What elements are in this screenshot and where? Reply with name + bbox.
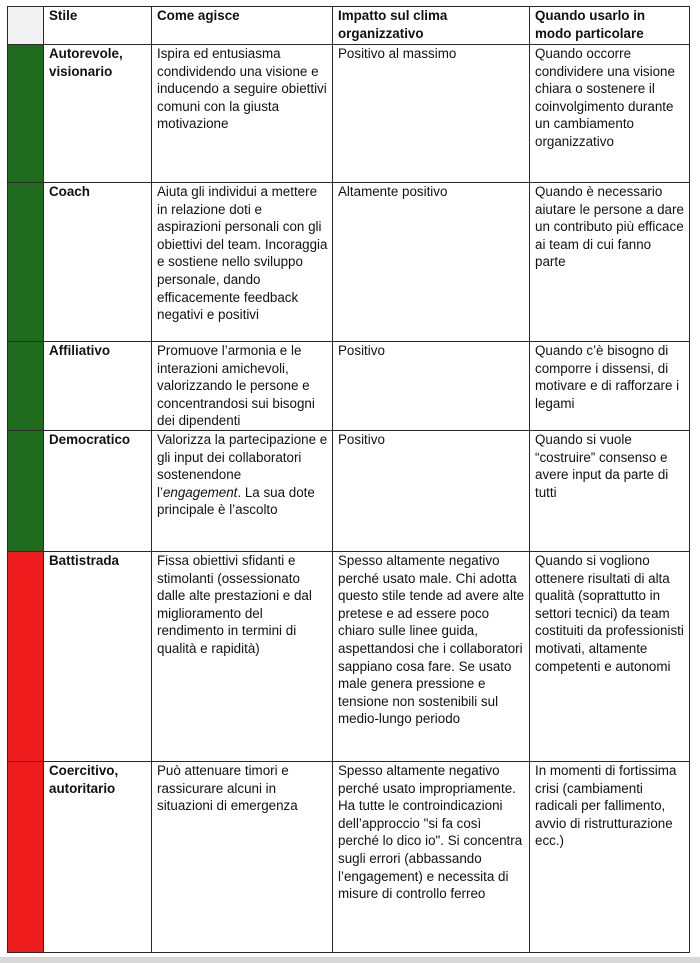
- when-cell: Quando si vogliono ottenere risultati di alta qualità (soprattutto in settori tecnici) da team costituiti da professionisti motivati, altamente competenti e autonomi: [530, 551, 690, 761]
- style-name: Battistrada: [44, 551, 152, 761]
- positive-color-band: [8, 430, 44, 551]
- header-how: Come agisce: [152, 7, 333, 45]
- how-cell: Può attenuare timori e rassicurare alcuni in situazioni di emergenza: [152, 761, 333, 952]
- table-row: [8, 342, 690, 431]
- style-name: Democratico: [44, 430, 152, 551]
- style-name: Affiliativo: [44, 342, 152, 431]
- when-cell: In momenti di fortissima crisi (cambiamenti radicali per fallimento, avvio di ristrutturazione ecc.): [530, 761, 690, 952]
- table-row: [8, 183, 690, 342]
- impact-cell: Altamente positivo: [333, 183, 530, 342]
- how-text-emphasis: engagement: [162, 484, 238, 500]
- how-cell: Aiuta gli individui a mettere in relazione doti e aspirazioni personali con gli obiettivi del team. Incoraggia e sostiene nello sviluppo personale, dando efficacemente feedback negativi e positivi: [152, 183, 333, 342]
- how-cell: [152, 430, 333, 551]
- negative-color-band: [8, 551, 44, 761]
- table-row: [8, 761, 690, 952]
- impact-cell: Spesso altamente negativo perché usato male. Chi adotta questo stile tende ad avere alte pretese e ad essere poco chiaro sulle linee guida, aspettandosi che i collaboratori sappiano cosa fare. Se usato male genera pressione e tensione non sostenibili sul medio-lungo periodo: [333, 551, 530, 761]
- how-text-before: Valorizza la partecipazione e gli input dei collaboratori sostenendone l’: [157, 431, 328, 500]
- leadership-styles-table: [7, 6, 690, 953]
- header-style: Stile: [44, 7, 152, 45]
- bottom-edge-bar: [0, 957, 700, 963]
- how-cell: Promuove l’armonia e le interazioni amichevoli, valorizzando le persone e concentrandosi sui bisogni dei dipendenti: [152, 342, 333, 431]
- impact-cell: Spesso altamente negativo perché usato impropriamente. Ha tutte le controindicazioni dell’approccio "si fa così perché lo dico io". Si concentra sugli errori (abbassando l’engagement) e necessita di misure di controllo ferreo: [333, 761, 530, 952]
- positive-color-band: [8, 183, 44, 342]
- when-cell: Quando c’è bisogno di comporre i dissensi, di motivare e di rafforzare i legami: [530, 342, 690, 431]
- table-row: [8, 45, 690, 183]
- style-name: Coach: [44, 183, 152, 342]
- positive-color-band: [8, 45, 44, 183]
- when-cell: Quando occorre condividere una visione chiara o sostenere il coinvolgimento durante un cambiamento organizzativo: [530, 45, 690, 183]
- how-cell: Ispira ed entusiasma condividendo una visione e inducendo a seguire obiettivi comuni con la giusta motivazione: [152, 45, 333, 183]
- table-row: [8, 430, 690, 551]
- style-name: Autorevole, visionario: [44, 45, 152, 183]
- negative-color-band: [8, 761, 44, 952]
- how-text-after: . La sua dote principale è l’ascolto: [157, 484, 315, 518]
- header-when: Quando usarlo in modo particolare: [530, 7, 690, 45]
- positive-color-band: [8, 342, 44, 431]
- style-name: Coercitivo, autoritario: [44, 761, 152, 952]
- impact-cell: Positivo: [333, 430, 530, 551]
- when-cell: Quando si vuole “costruire” consenso e avere input da parte di tutti: [530, 430, 690, 551]
- impact-cell: Positivo: [333, 342, 530, 431]
- header-swatch-cell: [8, 7, 44, 45]
- impact-cell: Positivo al massimo: [333, 45, 530, 183]
- header-impact: Impatto sul clima organizzativo: [333, 7, 530, 45]
- table-header-row: [8, 7, 690, 45]
- how-cell: Fissa obiettivi sfidanti e stimolanti (ossessionato dalle alte prestazioni e dal miglioramento del rendimento in termini di qualità e rapidità): [152, 551, 333, 761]
- table-row: [8, 551, 690, 761]
- when-cell: Quando è necessario aiutare le persone a dare un contributo più efficace ai team di cui fanno parte: [530, 183, 690, 342]
